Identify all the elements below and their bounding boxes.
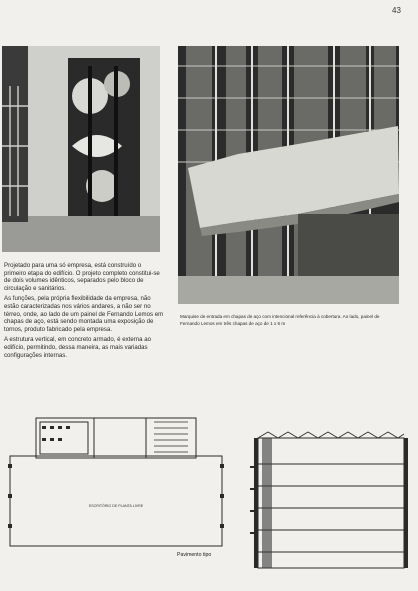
body-paragraph-2: As funções, pela própria flexibilidade da empresa, não estão caracterizadas nos vários andares, a não ser no térreo, onde, ao lado de um painel de Fernando Lemos em chapas de aço, está sendo montada uma exposição de tornos, produto fabricado pela empresa. [4, 295, 164, 333]
body-text [4, 262, 164, 362]
entrance-photo [178, 46, 399, 304]
photo-caption: Marquise de entrada em chapas de aço com intencional referência à cobertura. Ao lado, painel de Fernando Lemos em três chapas de aço de 1 x 6 m [180, 314, 380, 326]
body-paragraph-3: A estrutura vertical, em concreto armado, é externa ao edifício, permitindo, dessa maneira, as mais variadas configurações internas. [4, 336, 151, 359]
body-paragraph-1: Projetado para uma só empresa, está construído o primeiro etapa do edifício. O projeto completo constitui-se de dois volumes idênticos, separados pelo bloco de circulação e sanitários. [4, 262, 160, 292]
section-drawing [238, 424, 408, 570]
floor-plan [6, 410, 226, 550]
plan-room-label: ESCRITÓRIO DE PLANTA LIVRE [88, 504, 144, 508]
page-number: 43 [392, 6, 401, 15]
plan-label: Pavimento tipo [177, 552, 212, 558]
interior-photo-panel [2, 46, 160, 252]
